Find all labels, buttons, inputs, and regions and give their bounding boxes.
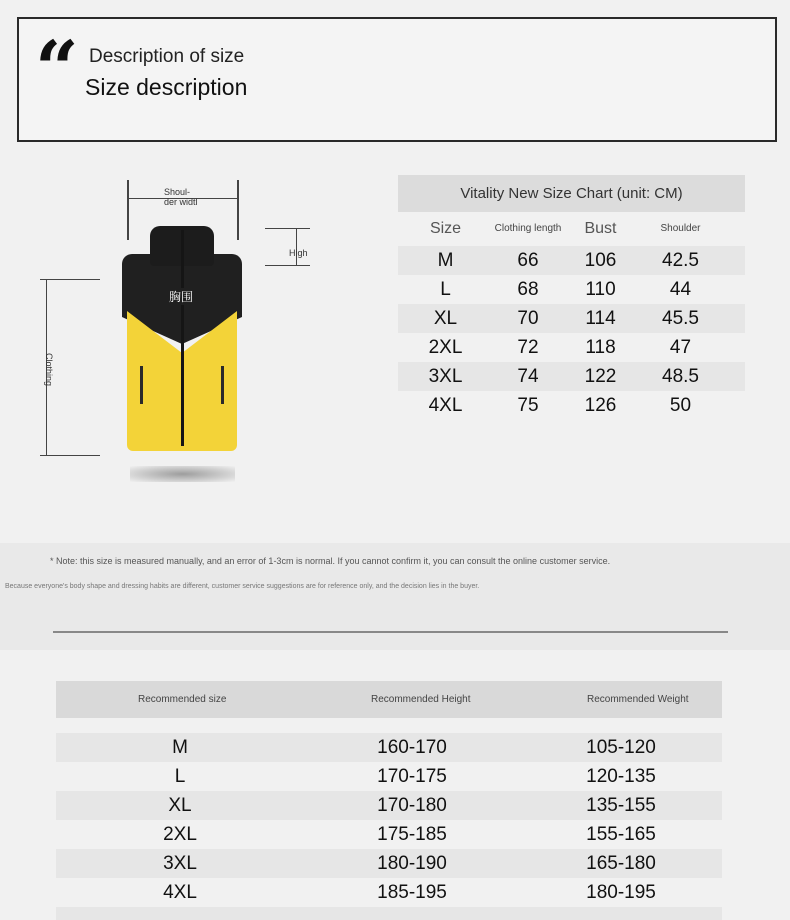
shoulder-label: Shoul- der widtl	[164, 187, 198, 207]
cell-rec-height: 170-180	[377, 794, 447, 816]
header-bust: Bust	[584, 220, 617, 237]
header-box	[17, 17, 777, 142]
notes-section	[0, 543, 790, 650]
cell-rec-height: 185-195	[377, 881, 447, 903]
cell-length: 70	[517, 307, 539, 329]
header-rec-height: Recommended Height	[371, 694, 471, 705]
measurement-note: * Note: this size is measured manually, and an error of 1-3cm is normal. If you cannot confirm it, you can consult the online customer service.	[50, 556, 611, 566]
vest-shadow	[130, 466, 235, 482]
table-row	[398, 333, 745, 362]
collar-tick-top	[265, 228, 310, 229]
collar-dim-line	[296, 228, 297, 265]
cell-rec-weight: 180-195	[586, 881, 656, 903]
cell-shoulder: 48.5	[662, 365, 699, 387]
cell-rec-height: 170-175	[377, 765, 447, 787]
cell-bust: 114	[585, 307, 616, 329]
cell-rec-size: 2XL	[163, 823, 197, 845]
header-size: Size	[429, 220, 462, 237]
cell-rec-weight: 135-155	[586, 794, 656, 816]
header-rec-weight: Recommended Weight	[587, 694, 689, 705]
cell-length: 74	[517, 365, 539, 387]
chest-label: 胸围	[169, 290, 194, 304]
collar-label: High	[289, 248, 308, 258]
table-row	[56, 733, 722, 762]
recommended-table	[56, 681, 722, 920]
cell-bust: 110	[585, 278, 616, 300]
reference-note: Because everyone's body shape and dressing habits are different, customer service suggestions are for reference only, and the decision lies in the buyer.	[5, 583, 480, 590]
cell-length: 72	[517, 336, 539, 358]
collar-tick-bottom	[265, 265, 310, 266]
size-chart-header	[398, 212, 745, 246]
cell-rec-size: 4XL	[163, 881, 197, 903]
vest-illustration	[122, 226, 242, 451]
header-length: Clothing length	[494, 223, 562, 234]
size-chart	[398, 175, 745, 420]
table-row	[56, 762, 722, 791]
length-tick-bottom	[40, 455, 100, 456]
cell-shoulder: 47	[669, 336, 692, 358]
cell-size: 4XL	[428, 394, 463, 416]
vest-diagram	[30, 170, 330, 510]
cell-bust: 126	[584, 394, 617, 416]
table-row	[398, 246, 745, 275]
table-row	[398, 275, 745, 304]
cell-rec-size: L	[174, 765, 186, 787]
cell-length: 68	[517, 278, 539, 300]
cell-rec-weight: 165-180	[586, 852, 656, 874]
cell-rec-weight: 155-165	[586, 823, 656, 845]
length-tick-top	[40, 279, 100, 280]
cell-rec-weight: 105-120	[586, 736, 656, 758]
cell-length: 66	[517, 249, 539, 271]
header-subtitle: Description of size	[89, 46, 245, 67]
vest-zipper	[181, 230, 184, 446]
cell-rec-weight: 120-135	[586, 765, 656, 787]
vest-pocket-right	[221, 366, 224, 404]
table-row	[56, 878, 722, 907]
table-row	[398, 304, 745, 333]
cell-rec-size: XL	[168, 794, 192, 816]
cell-size: XL	[433, 307, 458, 329]
cell-size: 2XL	[428, 336, 463, 358]
cell-bust: 118	[585, 336, 616, 358]
size-chart-title: Vitality New Size Chart (unit: CM)	[398, 175, 745, 212]
length-label: Clothing	[44, 353, 54, 387]
table-row	[398, 362, 745, 391]
section-divider	[53, 631, 728, 633]
header-title: Size description	[85, 74, 248, 100]
cell-size: 3XL	[428, 365, 463, 387]
cell-rec-size: 3XL	[163, 852, 197, 874]
cell-rec-height: 180-190	[377, 852, 447, 874]
cell-rec-height: 175-185	[377, 823, 447, 845]
table-row	[56, 791, 722, 820]
recommended-header	[56, 681, 722, 718]
table-row	[56, 820, 722, 849]
cell-shoulder: 50	[669, 394, 692, 416]
recommended-footer-band	[56, 907, 722, 920]
header-shoulder: Shoulder	[660, 223, 701, 234]
cell-size: L	[440, 278, 451, 300]
vest-pocket-left	[140, 366, 143, 404]
header-rec-size: Recommended size	[138, 694, 227, 705]
table-row	[56, 849, 722, 878]
cell-bust: 106	[584, 249, 617, 271]
cell-length: 75	[517, 394, 539, 416]
cell-shoulder: 44	[669, 278, 692, 300]
quote-icon: “	[35, 24, 73, 113]
table-row	[398, 391, 745, 420]
cell-rec-size: M	[172, 736, 188, 758]
cell-shoulder: 42.5	[662, 249, 699, 271]
cell-rec-height: 160-170	[377, 736, 447, 758]
cell-size: M	[437, 249, 454, 271]
cell-bust: 122	[584, 365, 617, 387]
cell-shoulder: 45.5	[662, 307, 699, 329]
